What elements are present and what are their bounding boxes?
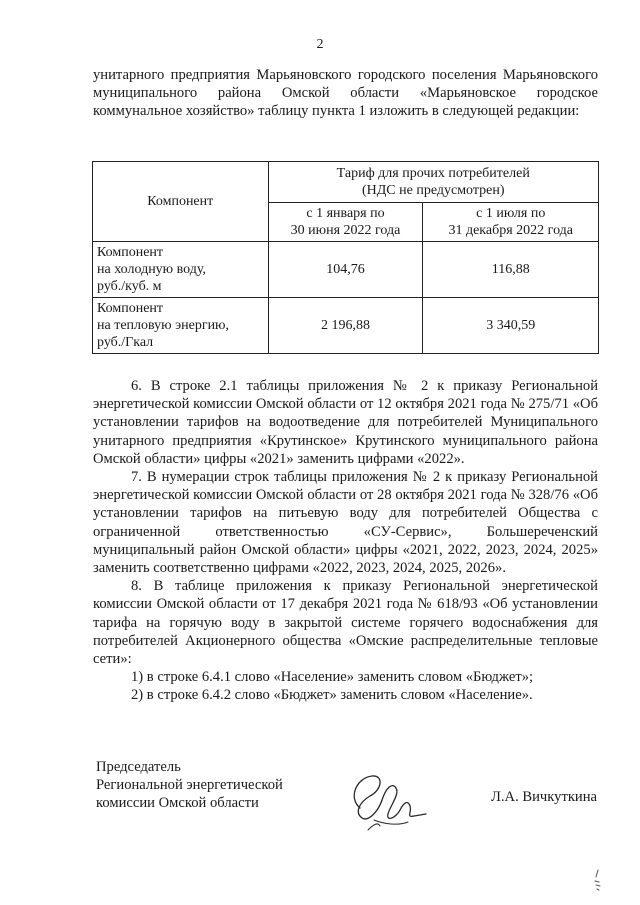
signatory-title-line: комиссии Омской области <box>96 795 259 811</box>
paragraph-7: 7. В нумерации строк таблицы приложения № 2 к приказу Региональной энергетической комиссии Омской области от 28 октября 2021 года № 328/76 «Об установлении тарифов на питьевую воду для потребителей Общества с ограниченной ответственностью «СУ-Сервис», Большереченский муниципальный район Омской области» цифры «2021, 2022, 2023, 2024, 2025» заменить соответственно цифрами «2022, 2023, 2024, 2025, 2026». <box>93 469 598 577</box>
period1-line1: с 1 января по <box>306 206 385 221</box>
paragraph-8: 8. В таблице приложения к приказу Региональной энергетической комиссии Омской области от 17 декабря 2021 года № 618/93 «Об установлении тарифа на горячую воду в закрытой системе горячего водоснабжения для потребителей Акционерного общества «Омские распределительные тепловые сети»: <box>93 578 598 668</box>
corner-mark-icon <box>590 868 606 892</box>
header-period-1 <box>268 203 423 242</box>
row-label-line: Компонент <box>97 245 164 260</box>
paragraph-8-item-1: 1) в строке 6.4.1 слово «Население» заменить словом «Бюджет»; <box>131 669 534 686</box>
header-tariff <box>268 162 599 203</box>
header-component: Компонент <box>93 162 269 242</box>
row-label-line: руб./Гкал <box>97 335 154 350</box>
row-label <box>93 298 269 354</box>
handwritten-signature <box>338 760 434 840</box>
row-value: 3 340,59 <box>423 298 599 354</box>
row-label-line: Компонент <box>97 301 164 316</box>
row-label <box>93 242 269 298</box>
signatory-title <box>96 758 346 812</box>
table-header-row <box>93 162 599 203</box>
paragraph-8-item-2: 2) в строке 6.4.2 слово «Бюджет» заменить словом «Население». <box>131 687 533 704</box>
row-value: 104,76 <box>268 242 423 298</box>
header-tariff-line2: (НДС не предусмотрен) <box>361 183 505 198</box>
tariff-table <box>92 161 599 354</box>
period2-line2: 31 декабря 2022 года <box>448 223 573 238</box>
row-label-line: на тепловую энергию, <box>97 318 230 333</box>
table-row <box>93 242 599 298</box>
row-value: 116,88 <box>423 242 599 298</box>
signatory-title-line: Председатель <box>96 759 181 775</box>
paragraph-6: 6. В строке 2.1 таблицы приложения № 2 к приказу Региональной энергетической комиссии Омской области от 12 октября 2021 года № 275/71 «Об установлении тарифов на водоотведение для потребителей Муниципального унитарного предприятия «Крутинское» Крутинского муниципального района Омской области» цифры «2021» заменить цифрами «2022». <box>93 378 598 467</box>
intro-paragraph: унитарного предприятия Марьяновского городского поселения Марьяновского муниципального района Омской области «Марьяновское городское коммунальное хозяйство» таблицу пункта 1 изложить в следующей редакции: <box>93 67 598 120</box>
period2-line1: с 1 июля по <box>476 206 546 221</box>
row-label-line: руб./куб. м <box>97 279 162 294</box>
page-number: 2 <box>316 37 324 52</box>
period1-line2: 30 июня 2022 года <box>290 223 401 238</box>
header-tariff-line1: Тариф для прочих потребителей <box>336 166 530 181</box>
table-row <box>93 298 599 354</box>
row-value: 2 196,88 <box>268 298 423 354</box>
signatory-title-line: Региональной энергетической <box>96 777 283 793</box>
row-label-line: на холодную воду, <box>97 262 206 277</box>
header-period-2 <box>423 203 599 242</box>
signatory-name: Л.А. Вичкуткина <box>491 789 598 805</box>
body-text <box>93 377 598 705</box>
